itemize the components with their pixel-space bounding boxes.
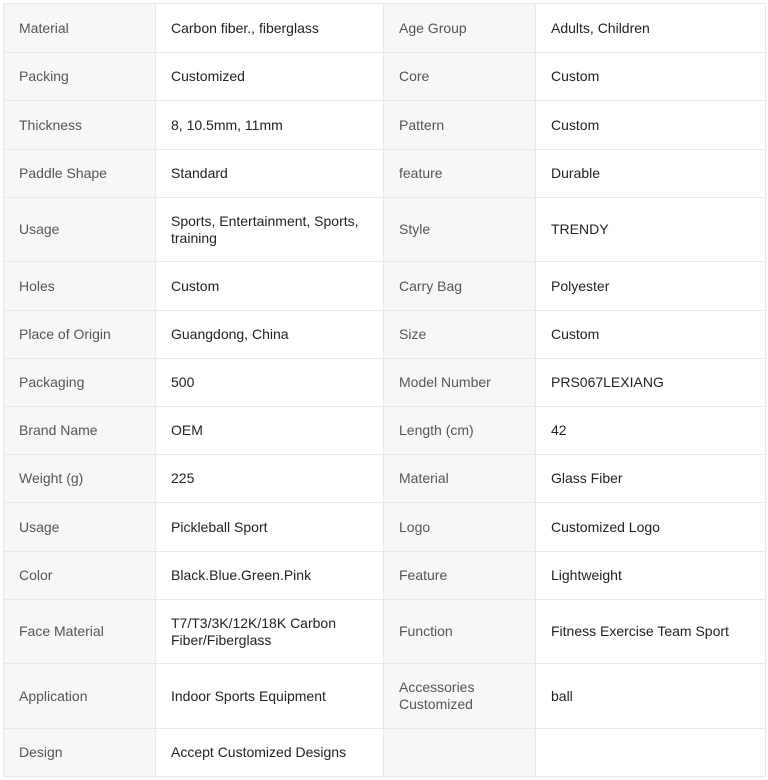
spec-value: 225 (156, 455, 384, 503)
spec-key: Place of Origin (4, 311, 156, 359)
spec-key: Packing (4, 53, 156, 101)
spec-key: Logo (384, 503, 536, 552)
spec-key: Feature (384, 552, 536, 600)
spec-key: Thickness (4, 101, 156, 150)
spec-key: Accessories Customized (384, 664, 536, 729)
spec-key: Usage (4, 503, 156, 552)
spec-value: Custom (536, 101, 766, 150)
spec-value: Black.Blue.Green.Pink (156, 552, 384, 600)
spec-row (4, 101, 766, 150)
spec-key: Packaging (4, 359, 156, 407)
spec-key: Size (384, 311, 536, 359)
spec-key: Weight (g) (4, 455, 156, 503)
spec-row (4, 150, 766, 198)
spec-row (4, 407, 766, 455)
spec-key: feature (384, 150, 536, 198)
spec-value: Custom (536, 53, 766, 101)
spec-value: 500 (156, 359, 384, 407)
spec-key: Model Number (384, 359, 536, 407)
spec-value: ball (536, 664, 766, 729)
spec-key: Application (4, 664, 156, 729)
spec-value: Lightweight (536, 552, 766, 600)
spec-key: Function (384, 600, 536, 664)
spec-value: 42 (536, 407, 766, 455)
spec-key: Material (4, 4, 156, 53)
spec-value: Guangdong, China (156, 311, 384, 359)
spec-row (4, 53, 766, 101)
spec-value: TRENDY (536, 198, 766, 262)
spec-value: OEM (156, 407, 384, 455)
spec-key: Core (384, 53, 536, 101)
spec-value: Glass Fiber (536, 455, 766, 503)
spec-value: Accept Customized Designs (156, 729, 384, 777)
spec-key: Face Material (4, 600, 156, 664)
spec-key: Design (4, 729, 156, 777)
product-spec-table (3, 3, 766, 777)
spec-value: PRS067LEXIANG (536, 359, 766, 407)
spec-key (384, 729, 536, 777)
spec-row (4, 503, 766, 552)
spec-key: Holes (4, 262, 156, 311)
spec-key: Material (384, 455, 536, 503)
spec-value: Standard (156, 150, 384, 198)
spec-value: Fitness Exercise Team Sport (536, 600, 766, 664)
spec-row (4, 729, 766, 777)
spec-key: Brand Name (4, 407, 156, 455)
spec-value: Indoor Sports Equipment (156, 664, 384, 729)
spec-key: Pattern (384, 101, 536, 150)
spec-row (4, 455, 766, 503)
spec-value: Adults, Children (536, 4, 766, 53)
spec-key: Paddle Shape (4, 150, 156, 198)
spec-key: Color (4, 552, 156, 600)
spec-value: Customized (156, 53, 384, 101)
spec-value: 8, 10.5mm, 11mm (156, 101, 384, 150)
spec-value: Polyester (536, 262, 766, 311)
spec-row (4, 600, 766, 664)
spec-table-body (4, 4, 766, 777)
spec-key: Usage (4, 198, 156, 262)
spec-value: Sports, Entertainment, Sports, training (156, 198, 384, 262)
spec-value: Durable (536, 150, 766, 198)
spec-row (4, 198, 766, 262)
spec-row (4, 359, 766, 407)
spec-value: Carbon fiber., fiberglass (156, 4, 384, 53)
spec-value: Custom (156, 262, 384, 311)
spec-row (4, 664, 766, 729)
spec-value (536, 729, 766, 777)
spec-row (4, 552, 766, 600)
spec-row (4, 311, 766, 359)
spec-value: Custom (536, 311, 766, 359)
spec-value: T7/T3/3K/12K/18K Carbon Fiber/Fiberglass (156, 600, 384, 664)
spec-key: Carry Bag (384, 262, 536, 311)
spec-row (4, 4, 766, 53)
spec-key: Style (384, 198, 536, 262)
spec-row (4, 262, 766, 311)
spec-value: Customized Logo (536, 503, 766, 552)
spec-key: Length (cm) (384, 407, 536, 455)
spec-key: Age Group (384, 4, 536, 53)
spec-value: Pickleball Sport (156, 503, 384, 552)
